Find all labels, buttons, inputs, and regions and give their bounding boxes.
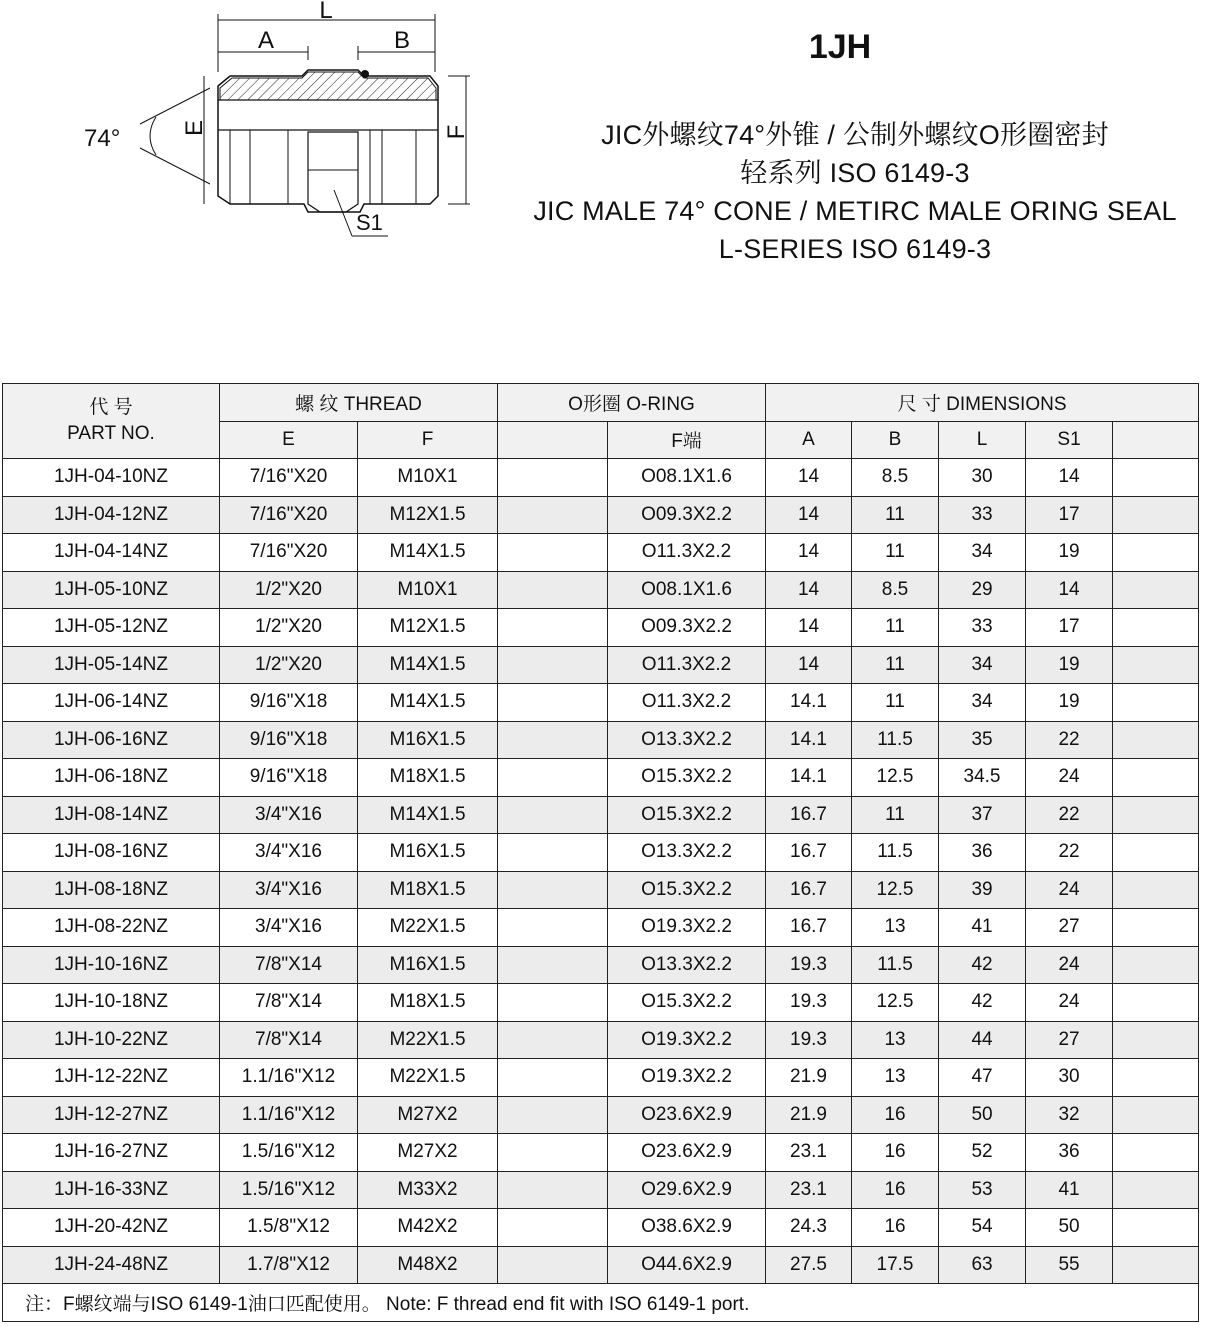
table-row: 1JH-24-48NZ 1.7/8"X12 M48X2 O44.6X2.9 27.5 17.5 63 55 bbox=[3, 1246, 1199, 1284]
table-row: 1JH-16-27NZ 1.5/16"X12 M27X2 O23.6X2.9 23.1 16 52 36 bbox=[3, 1134, 1199, 1172]
col-e-header: E bbox=[220, 421, 358, 459]
table-row: 1JH-10-16NZ 7/8"X14 M16X1.5 O13.3X2.2 19.3 11.5 42 24 bbox=[3, 946, 1199, 984]
table-row: 1JH-06-14NZ 9/16"X18 M14X1.5 O11.3X2.2 14.1 11 34 19 bbox=[3, 684, 1199, 722]
part-no-header bbox=[3, 384, 220, 459]
oring-header: O形圈 O-RING bbox=[498, 384, 766, 422]
title-block bbox=[480, 116, 1230, 268]
table-row: 1JH-04-12NZ 7/16"X20 M12X1.5 O09.3X2.2 14 11 33 17 bbox=[3, 496, 1199, 534]
col-blank-header bbox=[498, 421, 608, 459]
dim-b-label: B bbox=[393, 27, 411, 54]
footnote: 注：F螺纹端与ISO 6149-1油口匹配使用。 Note: F thread end fit with ISO 6149-1 port. bbox=[3, 1284, 1199, 1322]
table-row: 1JH-05-14NZ 1/2"X20 M14X1.5 O11.3X2.2 14 11 34 19 bbox=[3, 646, 1199, 684]
model-code: 1JH bbox=[808, 28, 872, 66]
title-en-2: L-SERIES ISO 6149-3 bbox=[718, 234, 992, 264]
table-row: 1JH-10-22NZ 7/8"X14 M22X1.5 O19.3X2.2 19.3 13 44 27 bbox=[3, 1021, 1199, 1059]
table-row: 1JH-12-22NZ 1.1/16"X12 M22X1.5 O19.3X2.2 21.9 13 47 30 bbox=[3, 1059, 1199, 1097]
note-row bbox=[3, 1284, 1199, 1322]
dim-e-label: E bbox=[181, 119, 208, 137]
table-body bbox=[3, 459, 1199, 1322]
fitting-drawing bbox=[70, 0, 470, 250]
title-cn-1: JIC外螺纹74°外锥 / 公制外螺纹O形圈密封 bbox=[601, 120, 1109, 150]
table-row: 1JH-05-12NZ 1/2"X20 M12X1.5 O09.3X2.2 14 11 33 17 bbox=[3, 609, 1199, 647]
table-row: 1JH-08-22NZ 3/4"X16 M22X1.5 O19.3X2.2 16.7 13 41 27 bbox=[3, 909, 1199, 947]
dim-s1-label: S1 bbox=[356, 210, 383, 235]
col-b-header: B bbox=[852, 421, 939, 459]
table-row: 1JH-12-27NZ 1.1/16"X12 M27X2 O23.6X2.9 21.9 16 50 32 bbox=[3, 1096, 1199, 1134]
title-cn-2: 轻系列 ISO 6149-3 bbox=[740, 158, 970, 188]
table-row: 1JH-04-10NZ 7/16"X20 M10X1 O08.1X1.6 14 8.5 30 14 bbox=[3, 459, 1199, 497]
table-row: 1JH-08-14NZ 3/4"X16 M14X1.5 O15.3X2.2 16.7 11 37 22 bbox=[3, 796, 1199, 834]
table-row: 1JH-16-33NZ 1.5/16"X12 M33X2 O29.6X2.9 23.1 16 53 41 bbox=[3, 1171, 1199, 1209]
dim-l-label: L bbox=[319, 0, 333, 24]
hex-section bbox=[308, 132, 358, 212]
spec-table bbox=[2, 383, 1199, 1322]
table-row: 1JH-05-10NZ 1/2"X20 M10X1 O08.1X1.6 14 8.5 29 14 bbox=[3, 571, 1199, 609]
table-row: 1JH-20-42NZ 1.5/8"X12 M42X2 O38.6X2.9 24.3 16 54 50 bbox=[3, 1209, 1199, 1247]
col-f-header: F bbox=[358, 421, 498, 459]
col-a-header: A bbox=[766, 421, 852, 459]
oring-mark bbox=[361, 70, 369, 78]
title-en-1: JIC MALE 74° CONE / METIRC MALE ORING SEAL bbox=[533, 196, 1177, 226]
table-row: 1JH-04-14NZ 7/16"X20 M14X1.5 O11.3X2.2 14 11 34 19 bbox=[3, 534, 1199, 572]
col-s1-header: S1 bbox=[1026, 421, 1113, 459]
table-row: 1JH-06-18NZ 9/16"X18 M18X1.5 O15.3X2.2 14.1 12.5 34.5 24 bbox=[3, 759, 1199, 797]
part-no-header-en: PART NO. bbox=[67, 423, 155, 444]
dimensions-header: 尺 寸 DIMENSIONS bbox=[766, 384, 1199, 422]
table-row: 1JH-08-18NZ 3/4"X16 M18X1.5 O15.3X2.2 16.7 12.5 39 24 bbox=[3, 871, 1199, 909]
thread-header: 螺 纹 THREAD bbox=[220, 384, 498, 422]
col-extra-header bbox=[1113, 421, 1199, 459]
col-f-end-header: F端 bbox=[608, 421, 766, 459]
angle-label: 74° bbox=[84, 125, 121, 152]
dim-a-label: A bbox=[257, 27, 275, 54]
dim-f-label: F bbox=[443, 124, 470, 140]
col-l-header: L bbox=[939, 421, 1026, 459]
part-no-header-cn: 代 号 bbox=[89, 397, 133, 418]
table-row: 1JH-08-16NZ 3/4"X16 M16X1.5 O13.3X2.2 16.7 11.5 36 22 bbox=[3, 834, 1199, 872]
table-row: 1JH-10-18NZ 7/8"X14 M18X1.5 O15.3X2.2 19.3 12.5 42 24 bbox=[3, 984, 1199, 1022]
table-row: 1JH-06-16NZ 9/16"X18 M16X1.5 O13.3X2.2 14.1 11.5 35 22 bbox=[3, 721, 1199, 759]
